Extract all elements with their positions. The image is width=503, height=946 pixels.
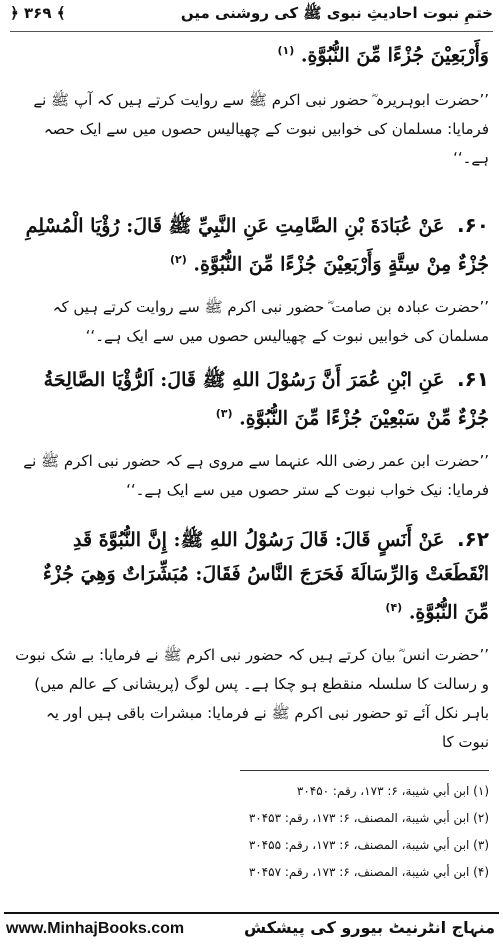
hadith-61	[14, 362, 489, 505]
intro-arabic	[14, 34, 489, 72]
hadith-number: ۶۱.	[456, 367, 489, 391]
publisher-credit: منہاج انٹرنیٹ بیورو کی پیشکش	[243, 918, 495, 937]
hadith-61-arabic	[14, 362, 489, 435]
footnote-item: (۱) ابن أبي شيبة، ۶: ۱۷۳، رقم: ۳۰۴۵۰	[296, 784, 489, 798]
intro-section	[14, 34, 489, 173]
hadith-number: ۶۰.	[456, 213, 489, 237]
hadith-62	[14, 522, 489, 757]
footnote-divider	[240, 770, 489, 771]
header-rule	[10, 31, 493, 32]
intro-translation: ’’حضرت ابوہریرہ ؓ حضور نبی اکرم ﷺ سے روایت کرتے ہیں کہ آپ ﷺ نے فرمایا: مسلمان کی خوابیں نبوت کے چھیالیس حصوں میں سے ایک حصہ ہے۔‘‘	[33, 91, 489, 168]
hadith-60-arabic-text: عَنْ عُبَادَةَ بْنِ الصَّامِتِ عَنِ النَّبِيِّ ﷺ قَالَ: رُؤْيَا الْمُسْلِمِ جُزْءٌ مِنْ سِتَّةٍ وَأَرْبَعِيْنَ جُزْءًا مِّنَ النُّبُوَّةِ.	[25, 215, 489, 276]
footnote-ref: (۲)	[169, 253, 187, 266]
hadith-62-arabic	[14, 522, 489, 629]
footnote-item: (۳) ابن أبي شيبة، المصنف، ۶: ۱۷۳، رقم: ۳۰۴۵۵	[248, 838, 489, 852]
footnote-item: (۲) ابن أبي شيبة، المصنف، ۶: ۱۷۳، رقم: ۳۰۴۵۳	[248, 811, 489, 825]
hadith-60	[14, 208, 489, 351]
footer-rule	[4, 912, 499, 914]
hadith-62-translation: ’’حضرت انس ؓ بیان کرتے ہیں کہ حضور نبی اکرم ﷺ نے فرمایا: بے شک نبوت و رسالت کا سلسلہ منقطع ہو چکا ہے۔ پس لوگ (پریشانی کے عالم میں) باہر نکل آئے تو حضور نبی اکرم ﷺ نے فرمایا: مبشرات باقی ہیں اور یہ نبوت کا	[15, 646, 489, 752]
intro-arabic-text: وَأَرْبَعِيْنَ جُزْءًا مِّنَ النُّبُوَّةِ.	[300, 44, 489, 67]
page-footer	[0, 912, 503, 946]
page-number: ﴿ ۳۶۹ ﴾	[10, 4, 66, 22]
hadith-61-translation: ’’حضرت ابن عمر رضی اللہ عنہما سے مروی ہے کہ حضور نبی اکرم ﷺ نے فرمایا: نیک خواب نبوت کے ستر حصوں میں سے ایک ہے۔‘‘	[23, 452, 489, 500]
hadith-61-arabic-text: عَنِ ابْنِ عُمَرَ أَنَّ رَسُوْلَ اللهِ ﷺ قَالَ: اَلرُّؤْيَا الصَّالِحَةُ جُزْءٌ مِّنْ سَبْعِيْنَ جُزْءًا مِّنَ النُّبُوَّةِ.	[43, 369, 489, 430]
page-header	[10, 4, 493, 28]
footnote-ref: (۱)	[277, 44, 295, 57]
website-link[interactable]: www.MinhajBooks.com	[6, 920, 185, 937]
footnote-item: (۴) ابن أبي شيبة، المصنف، ۶: ۱۷۳، رقم: ۳۰۴۵۷	[248, 865, 489, 879]
hadith-60-translation: ’’حضرت عبادہ بن صامت ؓ حضور نبی اکرم ﷺ سے روایت کرتے ہیں کہ مسلمان کی خوابیں نبوت کے چھیالیس حصوں میں سے ایک ہے۔‘‘	[52, 298, 489, 346]
hadith-62-arabic-text: عَنْ أَنَسٍ قَالَ: قَالَ رَسُوْلُ اللهِ ﷺ: إِنَّ النُّبُوَّةَ قَدِ انْقَطَعَتْ وَالرِّسَالَةَ فَحَرَجَ النَّاسُ فَقَالَ: مُبَشِّرَاتٌ وَهِيَ جُزْءٌ مِّنَ النُّبُوَّةِ.	[42, 529, 489, 624]
hadith-number: ۶۲.	[456, 527, 489, 551]
hadith-60-arabic	[14, 208, 489, 281]
footnotes	[14, 778, 489, 886]
footnote-ref: (۳)	[215, 407, 233, 420]
running-title: ختمِ نبوت احادیثِ نبوی ﷺ کی روشنی میں	[180, 4, 493, 22]
footnote-ref: (۴)	[385, 601, 403, 614]
